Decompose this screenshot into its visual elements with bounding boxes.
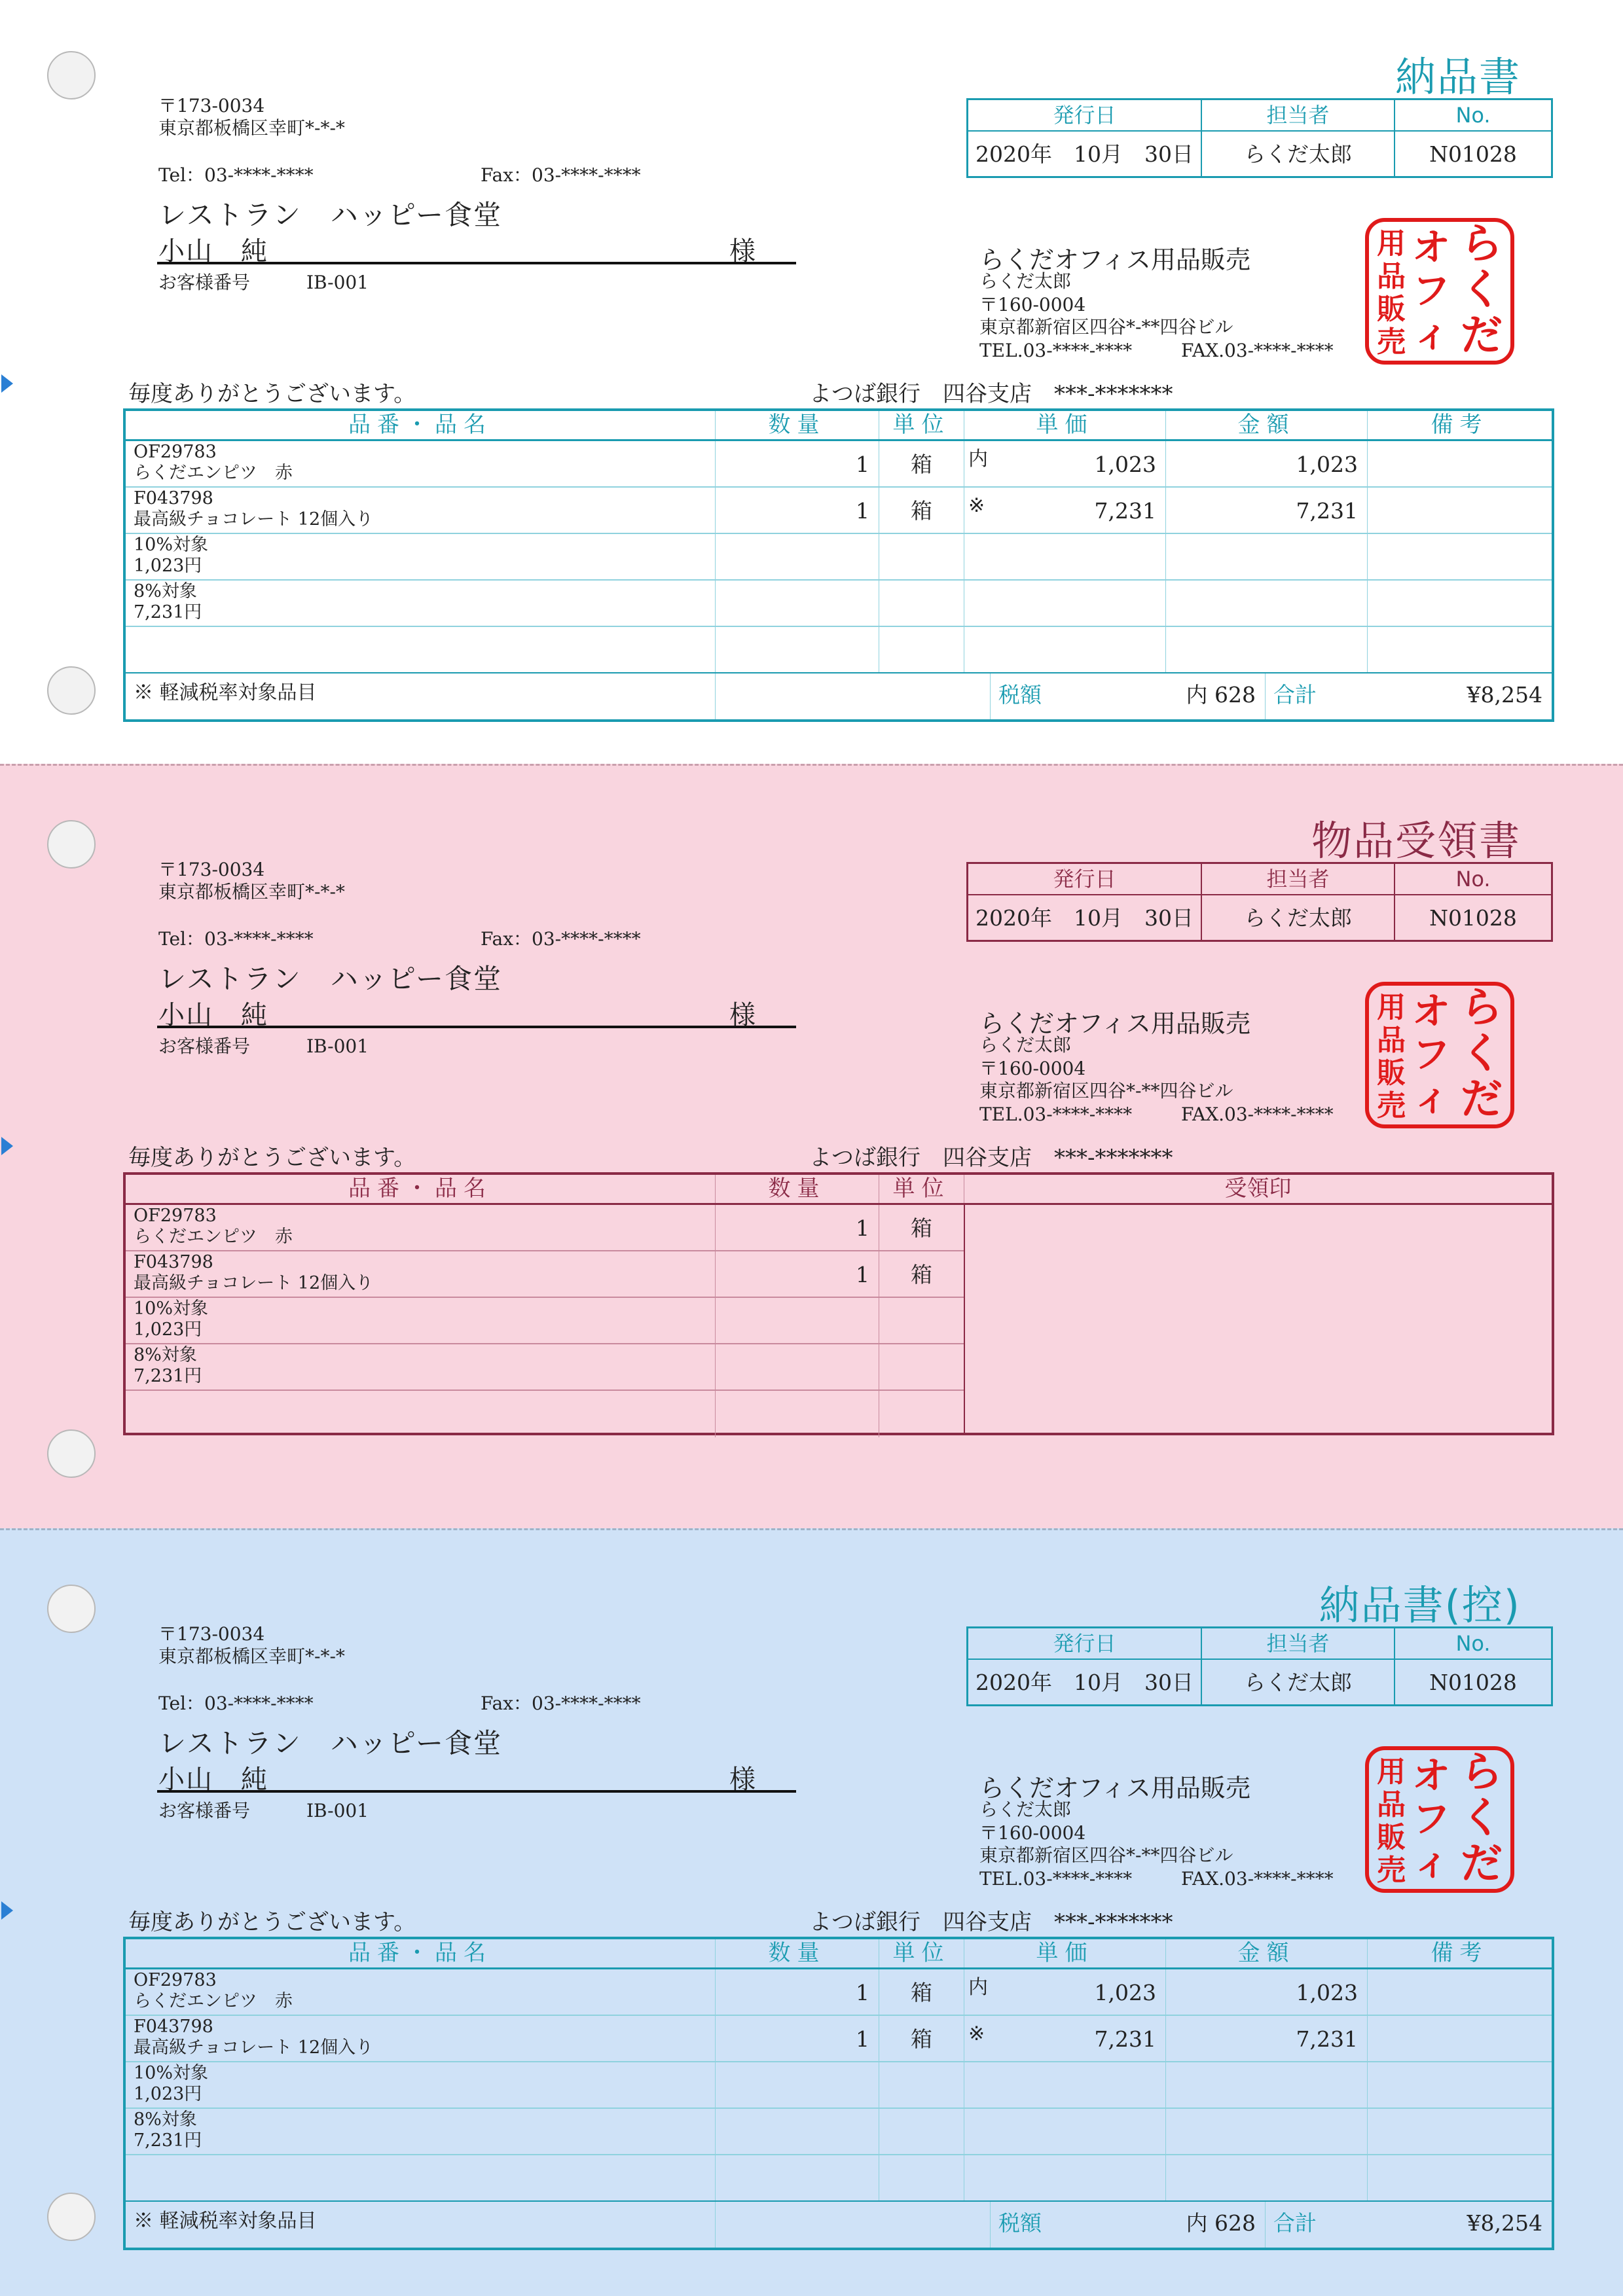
name-underline xyxy=(157,262,796,264)
customer-no: IB-001 xyxy=(306,272,369,293)
seal-char: 用 xyxy=(1377,991,1406,1024)
recipient-person: 小山 純 xyxy=(158,236,268,266)
seal-char: ィ xyxy=(1412,1840,1451,1884)
col-item: 品番・品名 xyxy=(348,1175,492,1202)
recipient-zip: 〒173-0034 xyxy=(158,859,265,880)
item-unit: 箱 xyxy=(911,1215,932,1241)
item-amount: 1,023 xyxy=(1296,452,1358,477)
item-unit: 箱 xyxy=(911,452,932,477)
tax-rate-value: 7,231円 xyxy=(134,602,202,622)
table-row xyxy=(126,441,1552,488)
total-value: ¥8,254 xyxy=(1467,2210,1542,2236)
items-table xyxy=(123,1937,1554,2250)
sheet-delivery xyxy=(0,0,1623,764)
col-amount: 金額 xyxy=(1165,411,1367,439)
item-name: らくだエンピツ 赤 xyxy=(134,1227,293,1247)
tax-mark: 内 xyxy=(968,448,988,471)
table-row xyxy=(126,534,1552,581)
tax-label: 税額 xyxy=(998,682,1042,708)
seal-char: だ xyxy=(1461,1840,1503,1888)
name-underline xyxy=(157,1790,796,1793)
punch-hole xyxy=(47,2193,96,2241)
seal-char: 売 xyxy=(1377,325,1406,359)
item-price: 1,023 xyxy=(1094,1980,1156,2005)
item-price: 1,023 xyxy=(1094,452,1156,477)
customer-no-label: お客様番号 xyxy=(158,272,251,293)
col-unit: 単位 xyxy=(879,1939,964,1967)
customer-no: IB-001 xyxy=(306,1035,369,1057)
seal-char: 品 xyxy=(1377,1788,1406,1821)
seal-char: 販 xyxy=(1377,1056,1406,1090)
item-amount: 7,231 xyxy=(1296,498,1358,524)
tax-rate-value: 7,231円 xyxy=(134,2130,202,2151)
recipient-zip: 〒173-0034 xyxy=(158,1623,265,1645)
recipient-fax: Fax：03-****-**** xyxy=(481,1693,641,1714)
col-qty: 数量 xyxy=(715,1939,879,1967)
tax-rate-label: 10%対象 xyxy=(134,535,209,555)
table-header xyxy=(126,1939,1552,1969)
item-amount: 7,231 xyxy=(1296,2026,1358,2052)
seal-char: ら xyxy=(1461,220,1503,268)
recipient-address: 東京都板橋区幸町*-*-* xyxy=(158,1645,345,1667)
no-label: No. xyxy=(1394,100,1551,130)
recipient-tel: Tel：03-****-**** xyxy=(158,164,314,186)
seal-char: オ xyxy=(1412,989,1451,1033)
no-label: No. xyxy=(1394,1628,1551,1659)
item-unit: 箱 xyxy=(911,1980,932,2005)
col-remarks: 備考 xyxy=(1367,1939,1552,1967)
table-row xyxy=(126,627,1552,673)
punch-hole xyxy=(47,51,96,99)
cut-line xyxy=(0,764,1623,766)
issue-date: 2020年 10月 30日 xyxy=(976,905,1194,931)
customer-no: IB-001 xyxy=(306,1800,369,1821)
col-item: 品番・品名 xyxy=(348,1940,492,1966)
company-seal-stamp xyxy=(1365,218,1514,365)
triangle-marker-icon xyxy=(1,374,13,393)
col-unit: 単位 xyxy=(879,411,964,439)
seal-char: く xyxy=(1461,266,1503,314)
issue-date: 2020年 10月 30日 xyxy=(976,141,1194,167)
tax-rate-value: 1,023円 xyxy=(134,1319,202,1340)
seal-char: フ xyxy=(1412,1797,1451,1841)
table-header xyxy=(126,411,1552,441)
company-seal-stamp xyxy=(1365,982,1514,1128)
col-qty: 数量 xyxy=(715,1175,879,1203)
staff-name: らくだ太郎 xyxy=(1201,1660,1394,1706)
recipient-company: レストラン ハッピー食堂 xyxy=(158,1727,503,1759)
table-row xyxy=(126,2109,1552,2155)
col-price: 単価 xyxy=(964,411,1165,439)
issuer-company: らくだオフィス用品販売 xyxy=(979,1009,1250,1038)
recipient-address: 東京都板橋区幸町*-*-* xyxy=(158,881,345,903)
triangle-marker-icon xyxy=(1,1901,13,1920)
issuer-person: らくだ太郎 xyxy=(979,1034,1072,1056)
issuer-person: らくだ太郎 xyxy=(979,270,1072,292)
sheet-delivery-copy xyxy=(0,1528,1623,2296)
greeting: 毎度ありがとうございます。 xyxy=(128,1145,416,1171)
triangle-marker-icon xyxy=(1,1137,13,1155)
col-qty: 数量 xyxy=(715,411,879,439)
reduced-tax-note: ※ 軽減税率対象品目 xyxy=(134,681,317,704)
punch-hole xyxy=(47,1429,96,1478)
seal-char: 品 xyxy=(1377,260,1406,293)
seal-char: オ xyxy=(1412,225,1451,270)
issuer-zip: 〒160-0004 xyxy=(979,1058,1086,1079)
col-unit: 単位 xyxy=(879,1175,964,1203)
item-unit: 箱 xyxy=(911,1262,932,1287)
seal-char: く xyxy=(1461,1030,1503,1078)
greeting: 毎度ありがとうございます。 xyxy=(128,1909,416,1935)
seal-char: オ xyxy=(1412,1753,1451,1798)
item-code: F043798 xyxy=(134,2017,213,2037)
seal-char: 販 xyxy=(1377,1821,1406,1854)
item-code: OF29783 xyxy=(134,442,217,462)
table-row xyxy=(126,2155,1552,2202)
table-footer xyxy=(126,2202,1552,2248)
issuer-tel: TEL.03-****-**** xyxy=(979,1103,1133,1125)
issuer-address: 東京都新宿区四谷*-**四谷ビル xyxy=(979,316,1233,338)
reduced-tax-note: ※ 軽減税率対象品目 xyxy=(134,2210,317,2233)
tax-rate-value: 1,023円 xyxy=(134,2084,202,2104)
document-no: N01028 xyxy=(1394,132,1551,177)
recipient-zip: 〒173-0034 xyxy=(158,95,265,117)
item-qty: 1 xyxy=(856,498,869,524)
total-label: 合計 xyxy=(1273,682,1317,708)
recipient-fax: Fax：03-****-**** xyxy=(481,164,641,186)
honorific: 様 xyxy=(729,236,756,266)
issuer-company: らくだオフィス用品販売 xyxy=(979,245,1250,274)
item-name: らくだエンピツ 赤 xyxy=(134,463,293,483)
issuer-fax: FAX.03-****-**** xyxy=(1181,1868,1334,1890)
seal-char: ら xyxy=(1461,984,1503,1032)
tax-rate-label: 8%対象 xyxy=(134,581,197,601)
item-qty: 1 xyxy=(856,1262,869,1287)
sheet-receipt xyxy=(0,764,1623,1528)
item-name: 最高級チョコレート 12個入り xyxy=(134,1273,374,1293)
item-unit: 箱 xyxy=(911,2026,932,2052)
tax-value: 内 628 xyxy=(1186,2210,1256,2236)
seal-char: 用 xyxy=(1377,227,1406,260)
punch-hole xyxy=(47,1585,96,1633)
document-no: N01028 xyxy=(1394,895,1551,941)
issuer-zip: 〒160-0004 xyxy=(979,1822,1086,1844)
issuer-fax: FAX.03-****-**** xyxy=(1181,1103,1334,1125)
issue-date-label: 発行日 xyxy=(1053,867,1116,891)
header-info-box xyxy=(966,1626,1553,1706)
recipient-fax: Fax：03-****-**** xyxy=(481,928,641,950)
tax-mark: 内 xyxy=(968,1976,988,1999)
honorific: 様 xyxy=(729,1765,756,1795)
issuer-fax: FAX.03-****-**** xyxy=(1181,340,1334,361)
item-qty: 1 xyxy=(856,2026,869,2052)
table-row xyxy=(126,1391,964,1437)
document-title: 納品書 xyxy=(1395,53,1521,101)
issue-date: 2020年 10月 30日 xyxy=(976,1670,1194,1695)
seal-char: ら xyxy=(1461,1748,1503,1797)
table-row xyxy=(126,2062,1552,2109)
tax-rate-label: 10%対象 xyxy=(134,2063,209,2083)
table-row xyxy=(126,1969,1552,2016)
recipient-person: 小山 純 xyxy=(158,1765,268,1795)
receipt-items-table xyxy=(123,1172,1554,1435)
customer-no-label: お客様番号 xyxy=(158,1035,251,1057)
seal-char: フ xyxy=(1412,1032,1451,1077)
recipient-company: レストラン ハッピー食堂 xyxy=(158,199,503,231)
issuer-tel: TEL.03-****-**** xyxy=(979,1868,1133,1890)
bank-info: よつば銀行 四谷支店 ***-******* xyxy=(809,1145,1173,1171)
table-row xyxy=(126,1298,964,1344)
tax-value: 内 628 xyxy=(1186,682,1256,708)
table-row xyxy=(126,2016,1552,2062)
seal-char: ィ xyxy=(1412,312,1451,356)
staff-label: 担当者 xyxy=(1201,1628,1394,1659)
seal-char: だ xyxy=(1461,312,1503,360)
tax-rate-value: 7,231円 xyxy=(134,1366,202,1386)
tax-label: 税額 xyxy=(998,2210,1042,2236)
bank-info: よつば銀行 四谷支店 ***-******* xyxy=(809,381,1173,407)
cut-line xyxy=(0,1528,1623,1530)
item-code: F043798 xyxy=(134,1252,213,1272)
item-unit: 箱 xyxy=(911,498,932,524)
seal-char: フ xyxy=(1412,268,1451,313)
table-row xyxy=(126,1205,964,1251)
table-footer xyxy=(126,673,1552,719)
col-price: 単価 xyxy=(964,1939,1165,1967)
issue-date-label: 発行日 xyxy=(1053,103,1116,128)
item-price: 7,231 xyxy=(1094,2026,1156,2052)
col-remarks: 備考 xyxy=(1367,411,1552,439)
issuer-zip: 〒160-0004 xyxy=(979,294,1086,315)
staff-label: 担当者 xyxy=(1201,864,1394,894)
recipient-address: 東京都板橋区幸町*-*-* xyxy=(158,117,345,139)
issue-date-label: 発行日 xyxy=(1053,1631,1116,1656)
item-name: らくだエンピツ 赤 xyxy=(134,1991,293,2011)
table-row xyxy=(126,488,1552,534)
tax-mark: ※ xyxy=(968,494,985,517)
seal-char: 用 xyxy=(1377,1755,1406,1789)
issuer-address: 東京都新宿区四谷*-**四谷ビル xyxy=(979,1844,1233,1866)
table-row xyxy=(126,1251,964,1298)
receipt-stamp-area[interactable] xyxy=(964,1205,1552,1434)
document-title: 納品書(控) xyxy=(1319,1581,1521,1629)
recipient-tel: Tel：03-****-**** xyxy=(158,1693,314,1714)
item-code: F043798 xyxy=(134,488,213,509)
recipient-person: 小山 純 xyxy=(158,1000,268,1030)
staff-label: 担当者 xyxy=(1201,100,1394,130)
seal-char: 販 xyxy=(1377,293,1406,326)
col-amount: 金額 xyxy=(1165,1939,1367,1967)
seal-char: 売 xyxy=(1377,1854,1406,1887)
document-no: N01028 xyxy=(1394,1660,1551,1706)
seal-char: だ xyxy=(1461,1075,1503,1124)
recipient-tel: Tel：03-****-**** xyxy=(158,928,314,950)
total-label: 合計 xyxy=(1273,2210,1317,2236)
bank-info: よつば銀行 四谷支店 ***-******* xyxy=(809,1909,1173,1935)
item-amount: 1,023 xyxy=(1296,1980,1358,2005)
total-value: ¥8,254 xyxy=(1467,682,1542,708)
table-row xyxy=(126,1344,964,1391)
staff-name: らくだ太郎 xyxy=(1201,895,1394,941)
item-name: 最高級チョコレート 12個入り xyxy=(134,509,374,529)
customer-no-label: お客様番号 xyxy=(158,1800,251,1821)
issuer-tel: TEL.03-****-**** xyxy=(979,340,1133,361)
table-row xyxy=(126,581,1552,627)
tax-rate-label: 8%対象 xyxy=(134,2109,197,2130)
col-receipt-stamp: 受領印 xyxy=(964,1175,1552,1203)
item-qty: 1 xyxy=(856,1215,869,1241)
punch-hole xyxy=(47,820,96,869)
greeting: 毎度ありがとうございます。 xyxy=(128,381,416,407)
tax-rate-value: 1,023円 xyxy=(134,556,202,576)
issuer-person: らくだ太郎 xyxy=(979,1799,1072,1820)
item-name: 最高級チョコレート 12個入り xyxy=(134,2037,374,2058)
honorific: 様 xyxy=(729,1000,756,1030)
name-underline xyxy=(157,1026,796,1028)
document-title: 物品受領書 xyxy=(1311,817,1521,865)
header-info-box xyxy=(966,862,1553,942)
tax-mark: ※ xyxy=(968,2022,985,2045)
issuer-address: 東京都新宿区四谷*-**四谷ビル xyxy=(979,1080,1233,1102)
seal-char: ィ xyxy=(1412,1075,1451,1120)
item-code: OF29783 xyxy=(134,1970,217,1990)
item-price: 7,231 xyxy=(1094,498,1156,524)
header-info-box xyxy=(966,98,1553,178)
seal-char: 品 xyxy=(1377,1024,1406,1057)
company-seal-stamp xyxy=(1365,1746,1514,1893)
seal-char: く xyxy=(1461,1794,1503,1842)
staff-name: らくだ太郎 xyxy=(1201,132,1394,177)
item-qty: 1 xyxy=(856,1980,869,2005)
issuer-company: らくだオフィス用品販売 xyxy=(979,1774,1250,1803)
tax-rate-label: 10%対象 xyxy=(134,1299,209,1319)
item-qty: 1 xyxy=(856,452,869,477)
punch-hole xyxy=(47,666,96,715)
seal-char: 売 xyxy=(1377,1089,1406,1122)
item-code: OF29783 xyxy=(134,1206,217,1226)
table-header xyxy=(126,1175,1552,1205)
items-table xyxy=(123,408,1554,722)
recipient-company: レストラン ハッピー食堂 xyxy=(158,963,503,995)
tax-rate-label: 8%対象 xyxy=(134,1345,197,1365)
no-label: No. xyxy=(1394,864,1551,894)
col-item: 品番・品名 xyxy=(348,412,492,438)
